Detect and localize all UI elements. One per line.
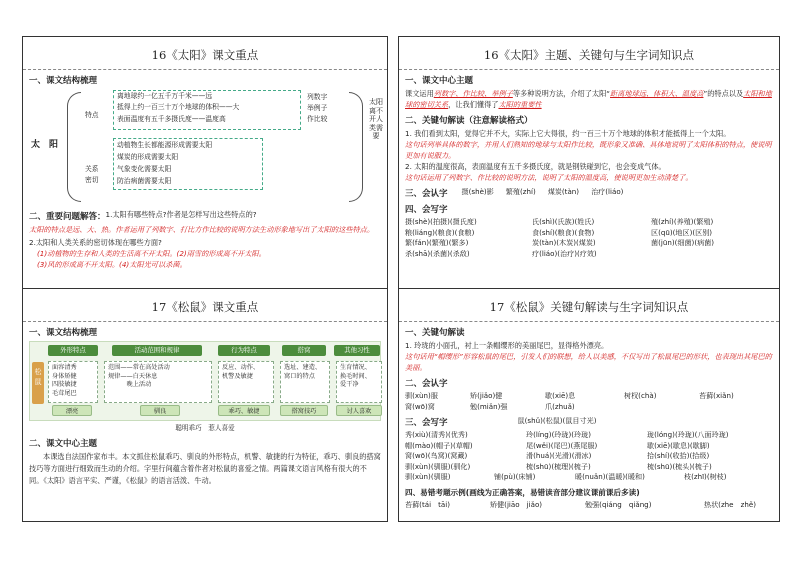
recognize-row bbox=[405, 402, 773, 413]
write-row bbox=[405, 462, 773, 473]
text-item: 尾(wěi)(尾巴)(燕尾服) bbox=[526, 440, 598, 450]
text-item: 梳(shū)(梳头)(梳子) bbox=[647, 461, 712, 471]
analysis-1: 这句话用“帽缨形”形容松鼠的尾巴，引发人们的联想，给人以美感，不仅写出了松鼠尾巴的形状，也表现出其尾巴的美丽。 bbox=[405, 352, 772, 372]
text-item: 窝(wō)窝 bbox=[405, 401, 435, 411]
flow-head: 行为特点 bbox=[218, 345, 270, 356]
flow-box: 生育情况、 换毛时间、 爱干净 bbox=[336, 361, 382, 403]
text-item: 1.太阳有哪些特点?作者是怎样写出这些特点的? bbox=[105, 210, 257, 219]
card-sun-key-points bbox=[22, 36, 388, 290]
text-item: 杀(shā)(杀菌)(杀敌) bbox=[405, 248, 470, 258]
text-item: 摄(shè)(拍摄)(摄氏度) bbox=[405, 217, 477, 226]
text-item: 二、重要问题解答： bbox=[29, 212, 106, 222]
text-item: 太阳和地球的密切关系 bbox=[405, 89, 772, 109]
text-item: 苔藓(xiǎn) bbox=[699, 391, 734, 400]
text-item: 勉强(qiáng qiǎng) bbox=[585, 499, 652, 509]
section-heading: 四、会写字 bbox=[405, 205, 448, 215]
flow-tag: 漂亮 bbox=[52, 405, 92, 416]
text-item: 课文运用 bbox=[405, 89, 434, 98]
method-3: 作比较 bbox=[307, 115, 328, 123]
text-item: 粮(liáng)(粮食)(食粮) bbox=[405, 227, 475, 237]
section-heading: 二、课文中心主题 bbox=[29, 439, 98, 449]
text-item: 太阳的重要性 bbox=[498, 100, 542, 109]
text-item: 枝(zhī)(树枝) bbox=[684, 472, 727, 481]
text-item: 歇(xiē)息 bbox=[545, 391, 576, 400]
text-item: 铺(pù)(床铺) bbox=[494, 472, 536, 481]
text-item: 窝(wō)(鸟窝)(窝藏) bbox=[405, 451, 468, 460]
right-brace bbox=[349, 92, 363, 202]
text-item: 煤炭(tàn) bbox=[547, 187, 580, 196]
text-item: 帽(mào)(帽子)(草帽) bbox=[405, 440, 473, 450]
section-heading: 一、关键句解读 bbox=[405, 328, 465, 338]
write-row bbox=[405, 228, 773, 239]
text-item: 三、会认字 bbox=[405, 189, 448, 199]
flow-tag: 乖巧、敏捷 bbox=[218, 405, 270, 416]
relation-4: 防治病菌需要太阳 bbox=[117, 177, 172, 185]
text-item: 食(shí)(粮食)(食物) bbox=[532, 227, 595, 237]
text-item: 炭(tàn)(木炭)(煤炭) bbox=[532, 238, 596, 247]
card-title: 16《太阳》主题、关键句与生字词知识点 bbox=[399, 37, 779, 70]
card-squirrel-knowledge bbox=[398, 288, 780, 522]
text-item: 距离地球远、体积大、温度高 bbox=[610, 89, 704, 98]
text-item: 疗(liáo)(治疗)(疗效) bbox=[532, 248, 597, 258]
left-brace bbox=[67, 92, 81, 202]
text-item: 殖(zhí)(养殖)(繁殖) bbox=[651, 217, 714, 226]
flow-box: 范围——常在高处活动 规律——白天休息 晚上活动 bbox=[104, 361, 212, 403]
text-item: ”的特点以及 bbox=[703, 89, 744, 98]
method-1: 列数字 bbox=[307, 93, 328, 101]
key-sentence-1: 1. 玲珑的小面孔，衬上一条帽缨形的美丽尾巴，显得格外漂亮。 bbox=[405, 341, 609, 350]
text-item: 树杈(chà) bbox=[624, 391, 657, 400]
text-item: 爪(zhuǎ) bbox=[545, 401, 575, 411]
text-item: 暖(nuǎn)(温暖)(暖和) bbox=[575, 472, 645, 481]
theme-text: 本课选自法国作家布丰。本文抓住松鼠乖巧、驯良的外形特点，机警、敏捷的行为特征，乖巧、驯良的搭窝技巧等方面进行细致而生动的介绍。字里行间蕴含着作者对松鼠的喜爱之情。两篇课文语言风格有很大的不同。《太阳》语言平实、严谨，《松鼠》的语言活泼、牛动。 bbox=[29, 452, 381, 485]
flow-box: 反应、动作、 机警及敏捷 bbox=[218, 361, 274, 403]
feature-hot: 表面温度有五千多摄氏度——温度高 bbox=[117, 115, 226, 123]
text-item: 歇(xiē)(歇息)(歇脚) bbox=[647, 440, 710, 450]
structure-diagram bbox=[29, 88, 381, 206]
write-row bbox=[405, 249, 773, 260]
section-heading bbox=[29, 210, 387, 222]
text-item: 驯(xùn)(驯服)(驯化) bbox=[405, 461, 471, 471]
text-item: 鼠(shǔ)(松鼠)(鼠目寸光) bbox=[517, 416, 597, 425]
flow-head: 活动范围和规律 bbox=[112, 345, 202, 356]
text-item: 勉(miǎn)强 bbox=[470, 401, 508, 411]
write-row bbox=[405, 217, 773, 228]
card-title: 17《松鼠》关键句解读与生字词知识点 bbox=[399, 289, 779, 322]
text-item: 矫健(jiāo jiǎo) bbox=[490, 499, 543, 509]
section-heading: 二、关键句解读（注意解读格式） bbox=[405, 116, 533, 126]
flow-head: 搭窝 bbox=[282, 345, 326, 356]
relation-1: 动植物生长都能源形成需要太阳 bbox=[117, 141, 213, 149]
text-item: 等多种说明方法，介绍了太阳“ bbox=[512, 89, 611, 98]
group-features: 特点 bbox=[85, 111, 99, 119]
text-item: 驯(xùn)服 bbox=[405, 391, 438, 400]
flow-tag: 驯良 bbox=[140, 405, 180, 416]
section-heading: 四、易错考题示例(画线为正确答案，易错读音部分建议课前课后多读) bbox=[405, 487, 640, 497]
question-2: 2.太阳和人类关系的密切体现在哪些方面? bbox=[29, 238, 162, 247]
section-heading bbox=[405, 187, 779, 199]
diagram-root: 太 阳 bbox=[31, 140, 59, 150]
error-examples bbox=[405, 500, 773, 511]
text-item: ，让我们懂得了 bbox=[448, 100, 499, 109]
section-heading bbox=[405, 416, 779, 428]
flow-box: 面容清秀 身体矫健 四肢敏捷 毛茸尾巴 bbox=[48, 361, 98, 403]
text-item: 珑(lóng)(玲珑)(八面玲珑) bbox=[647, 430, 729, 439]
text-item: 热状(zhe zhě) bbox=[704, 499, 756, 509]
section-heading: 一、课文中心主题 bbox=[405, 76, 474, 86]
method-2: 举例子 bbox=[307, 104, 328, 112]
side-label: 松鼠 bbox=[32, 362, 44, 404]
card-title: 16《太阳》课文重点 bbox=[23, 37, 387, 70]
key-sentence-1: 1. 我们看到太阳，觉得它并不大，实际上它大得很，约一百三十万个地球的体积才能抵得上一个太阳。 bbox=[405, 129, 731, 138]
text-item: 繁殖(zhí) bbox=[505, 187, 536, 196]
section-heading: 一、课文结构梳理 bbox=[29, 328, 98, 338]
feature-far: 离地球约一亿五千万千米——远 bbox=[117, 92, 213, 100]
write-row bbox=[405, 430, 773, 441]
section-heading: 一、课文结构梳理 bbox=[29, 76, 98, 86]
flow-tag: 讨人喜欢 bbox=[336, 405, 382, 416]
text-item: 拾(shí)(收拾)(拾级) bbox=[647, 451, 710, 460]
text-item: 治疗(liáo) bbox=[591, 187, 624, 196]
text-item: 苔藓(tái tāi) bbox=[405, 499, 451, 509]
structure-flow bbox=[29, 341, 381, 421]
theme-text bbox=[405, 88, 773, 110]
text-item: 三、会写字 bbox=[405, 418, 448, 428]
group-relation: 关系密切 bbox=[85, 165, 99, 184]
relation-2: 煤炭的形成需要太阳 bbox=[117, 153, 179, 161]
analysis-1: 这句话列举具体的数字，并用人们熟知的地球与太阳作比较，既形象又准确、具体地说明了太阳体积的特点，使说明更加有说服力。 bbox=[405, 140, 772, 160]
recognize-row bbox=[405, 391, 773, 402]
flow-head: 外形特点 bbox=[48, 345, 98, 356]
text-item: 梳(shū)(梳理)(梳子) bbox=[526, 461, 591, 471]
write-row bbox=[405, 441, 773, 452]
write-row bbox=[405, 472, 773, 483]
analysis-2: 这句话运用了列数字、作比较的说明方法，说明了太阳的温度高，使说明更加生动清楚了。 bbox=[405, 173, 693, 182]
key-sentence-2: 2. 太阳的温度很高，表面温度有五千多摄氏度，就是钢铁碰到它，也会变成气体。 bbox=[405, 162, 666, 171]
text-item: 驯(xùn)(驯服) bbox=[405, 472, 451, 481]
text-item: 矫(jiǎo)健 bbox=[470, 391, 503, 400]
answer-2a: (1)动植物的生存和人类的生活离不开太阳。(2)雨雪的形成离不开太阳。 bbox=[37, 249, 266, 258]
answer-2b: (3)风的形成离不开太阳。(4)太阳光可以杀菌。 bbox=[37, 260, 187, 269]
card-sun-knowledge bbox=[398, 36, 780, 290]
write-row bbox=[405, 451, 773, 462]
flow-caption: 聪明乖巧 惹人喜爱 bbox=[175, 424, 235, 432]
relation-3: 气象变化需要太阳 bbox=[117, 165, 172, 173]
text-item: 氏(shì)(氏族)(姓氏) bbox=[532, 217, 595, 226]
card-title: 17《松鼠》课文重点 bbox=[23, 289, 387, 322]
text-item: 滑(huá)(光滑)(滑冰) bbox=[526, 451, 592, 460]
write-row bbox=[405, 238, 773, 249]
flow-head: 其他习性 bbox=[334, 345, 380, 356]
flow-tag: 搭窝技巧 bbox=[280, 405, 328, 416]
text-item: 菌(jūn)(细菌)(病菌) bbox=[651, 238, 715, 247]
section-heading: 二、会认字 bbox=[405, 379, 448, 389]
right-note: 太阳离不开人类需要 bbox=[369, 98, 383, 140]
text-item: 繁(fán)(繁殖)(繁多) bbox=[405, 238, 469, 247]
text-item: 摄(shè)影 bbox=[461, 187, 494, 196]
text-item: 区(qū)(地区)(区别) bbox=[651, 227, 713, 237]
feature-big: 抵得上约一百三十万个地球的体积——大 bbox=[117, 103, 240, 111]
answer-1: 太阳的特点是远、大、热。作者运用了列数字、打比方作比较的说明方法生动形象地写出了太阳的这些特点。 bbox=[29, 225, 375, 234]
text-item: 列数字、作比较、举例子 bbox=[433, 89, 513, 98]
flow-box: 选址、建造、 窝口的特点 bbox=[280, 361, 330, 403]
card-squirrel-key-points bbox=[22, 288, 388, 522]
text-item: 秀(xiù)(清秀)(优秀) bbox=[405, 430, 468, 439]
text-item: 玲(líng)(玲珑)(玲珑) bbox=[526, 430, 592, 439]
